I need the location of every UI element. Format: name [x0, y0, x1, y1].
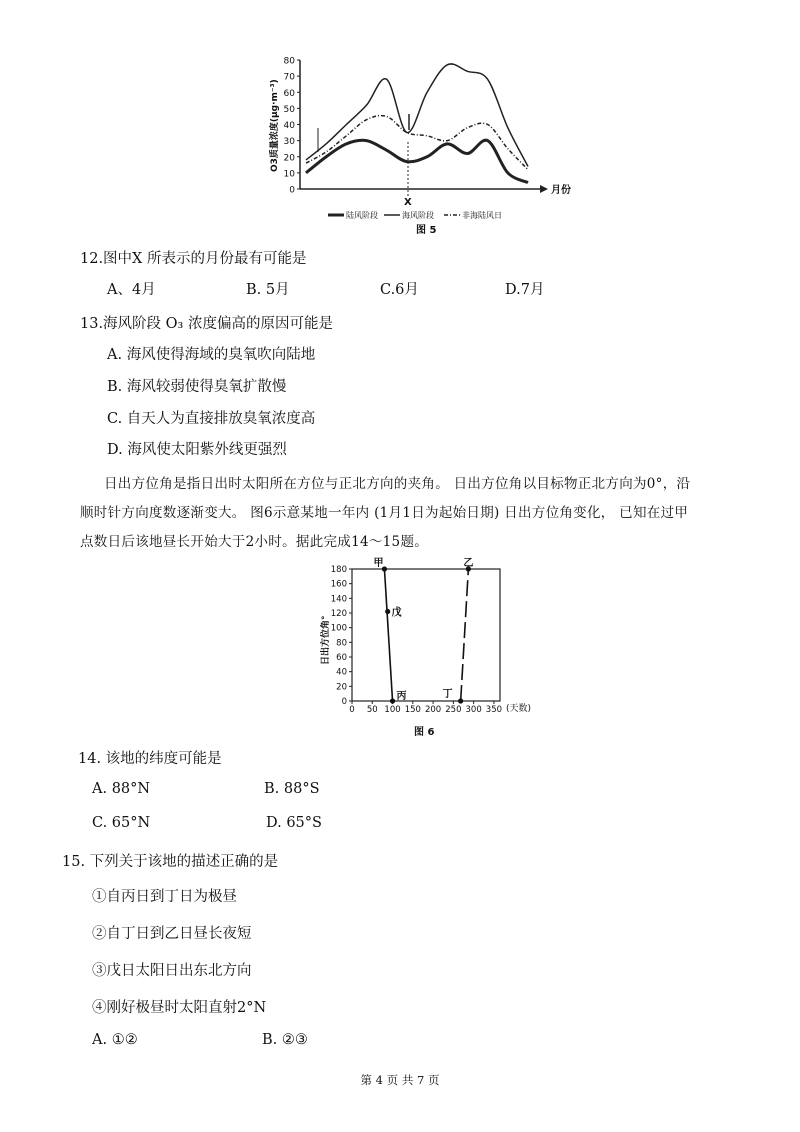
figure-6-chart	[310, 555, 550, 740]
figure-5-x-label: 月份	[551, 185, 571, 196]
figure-5-x-marker: X	[404, 197, 412, 208]
legend-land-breeze: 陆风阶段	[346, 211, 378, 220]
q12-option-a[interactable]: A、4月	[107, 282, 156, 298]
q14-option-d[interactable]: D. 65°S	[266, 815, 322, 831]
q13-option-c[interactable]: C. 自天人为直接排放臭氧浓度高	[107, 411, 316, 427]
figure-6-plot-frame	[352, 569, 500, 701]
figure-6-x-tick-label: 200	[424, 705, 442, 715]
figure-6-x-tick-label: 350	[485, 705, 503, 715]
q15-statement-2: ②自丁日到乙日昼长夜短	[92, 926, 252, 942]
intro-line-1: 日出方位角是指日出时太阳所在方位与正北方向的夹角。 日出方位角以目标物正北方向为0°，沿	[104, 476, 691, 492]
q15-stem: 15. 下列关于该地的描述正确的是	[62, 854, 279, 870]
figure-6-x-tick-label: 300	[465, 705, 482, 715]
q15-option-a[interactable]: A. ①②	[92, 1032, 138, 1048]
q13-option-a[interactable]: A. 海风使得海域的臭氧吹向陆地	[107, 347, 316, 363]
intro-line-3: 点数日后该地昼长开始大于2小时。据此完成14～15题。	[80, 534, 429, 550]
figure-6-x-tick-label: 150	[404, 705, 421, 715]
q15-statement-4: ④刚好极昼时太阳直射2°N	[92, 1000, 267, 1016]
figure-5-y-tick-label: 50	[283, 104, 295, 115]
intro-line-2: 顺时针方向度数逐渐变大。 图6示意某地一年内 (1月1日为起始日期) 日出方位角变化， 已知在过甲	[80, 505, 689, 521]
figure-6-caption: 图 6	[414, 727, 435, 738]
q13-stem: 13.海风阶段 O₃ 浓度偏高的原因可能是	[80, 316, 333, 332]
figure-5-y-tick-label: 60	[283, 88, 295, 99]
figure-6-y-label: 日出方位角°	[321, 615, 331, 665]
figure-6-y-tick-label: 0	[341, 697, 347, 707]
figure-6-y-tick-label: 80	[336, 638, 347, 649]
figure-6-point-label: 丙	[396, 691, 407, 702]
figure-6-y-tick-label: 140	[330, 594, 347, 605]
figure-5-series-line	[306, 140, 528, 182]
figure-6-y-tick-label: 120	[330, 609, 347, 619]
figure-6-x-tick-label: 250	[445, 705, 462, 715]
q12-option-d[interactable]: D.7月	[505, 282, 545, 298]
q15-option-b[interactable]: B. ②③	[262, 1032, 308, 1048]
figure-6-y-tick-label: 100	[330, 623, 347, 634]
figure-6-point	[390, 698, 395, 703]
figure-5-y-tick-label: 20	[283, 153, 295, 164]
q12-option-b[interactable]: B. 5月	[246, 282, 290, 298]
figure-5-y-tick-label: 70	[283, 72, 295, 83]
q13-option-d[interactable]: D. 海风使太阳紫外线更强烈	[107, 442, 287, 458]
figure-6-point-label: 戊	[391, 607, 402, 619]
page-footer: 第 4 页 共 7 页	[360, 1073, 440, 1087]
q14-stem: 14. 该地的纬度可能是	[78, 751, 222, 767]
figure-6-segment	[384, 569, 392, 701]
figure-6-x-tick-label: 50	[366, 705, 378, 715]
figure-6-segment	[461, 569, 469, 701]
q13-option-b[interactable]: B. 海风较弱使得臭氧扩散慢	[107, 379, 287, 395]
figure-6-y-tick-label: 180	[330, 565, 347, 575]
q14-option-b[interactable]: B. 88°S	[264, 781, 320, 797]
figure-5-y-tick-label: 10	[283, 169, 295, 180]
figure-5-y-tick-label: 40	[283, 121, 295, 131]
q12-stem: 12.图中X 所表示的月份最有可能是	[80, 251, 307, 267]
legend-sea-breeze: 海风阶段	[402, 211, 434, 220]
q12-option-c[interactable]: C.6月	[380, 282, 419, 298]
figure-6-y-tick-label: 20	[336, 682, 347, 693]
figure-6-point-label: 甲	[373, 558, 384, 569]
q15-statement-3: ③戊日太阳日出东北方向	[92, 963, 252, 979]
figure-6-y-tick-label: 40	[336, 667, 347, 678]
legend-non-breeze-day: 非海陆风日	[462, 211, 502, 220]
figure-6-point	[385, 609, 390, 614]
figure-5-y-tick-label: 80	[283, 56, 295, 67]
figure-6-y-tick-label: 160	[330, 579, 347, 590]
figure-6-point-label: 丁	[442, 689, 453, 700]
figure-5-y-label: O3质量浓度(μg·m⁻³)	[270, 79, 280, 172]
figure-6-point	[458, 698, 463, 703]
q14-option-c[interactable]: C. 65°N	[92, 815, 151, 831]
figure-6-x-tick-label: 0	[349, 705, 355, 715]
figure-5-chart	[268, 52, 588, 237]
q14-option-a[interactable]: A. 88°N	[92, 781, 151, 797]
figure-6-y-tick-label: 60	[336, 653, 347, 663]
q15-statement-1: ①自丙日到丁日为极昼	[92, 889, 237, 905]
figure-5-y-tick-label: 30	[283, 137, 295, 148]
figure-6-x-tick-label: 100	[384, 705, 401, 715]
figure-5-caption: 图 5	[416, 225, 437, 236]
figure-5-y-tick-label: 0	[289, 185, 295, 196]
figure-6-x-unit: (天数)	[506, 704, 532, 714]
figure-6-point-label: 乙	[463, 558, 474, 569]
